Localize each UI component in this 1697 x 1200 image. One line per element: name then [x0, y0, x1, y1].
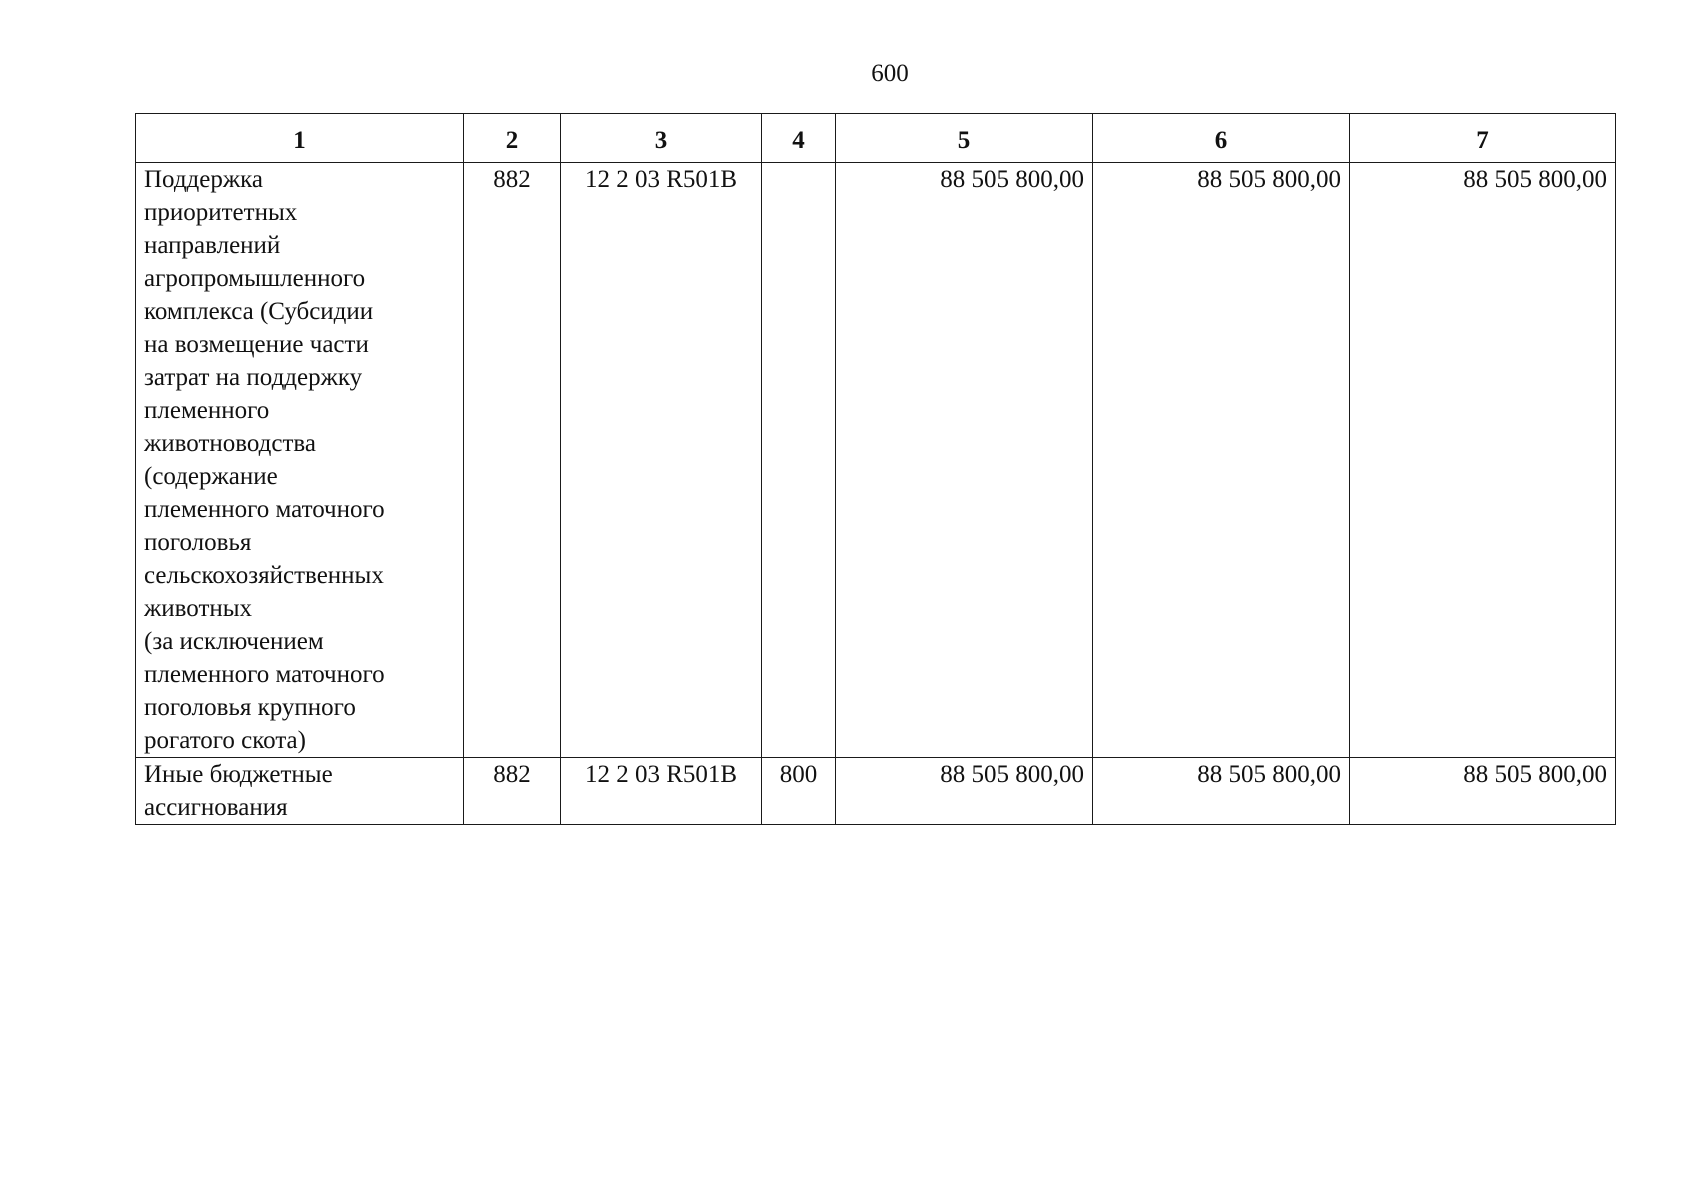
page-number: 600 — [871, 60, 909, 87]
row-col6: 88 505 800,00 — [1093, 163, 1350, 758]
row-name-cell — [136, 758, 464, 825]
row-col2: 882 — [464, 163, 561, 758]
row-name: Поддержка приоритетных направлений агропромышленного комплекса (Субсидии на возмещение части затрат на поддержку племенного животноводства (содержание племенного маточного поголовья сельскохозяйственных животных (за исключением племенного маточного поголовья крупного рогатого скота) — [144, 166, 385, 754]
row-col4 — [762, 163, 836, 758]
row-name: Иные бюджетные ассигнования — [144, 761, 333, 821]
column-header-1: 1 — [136, 114, 464, 163]
column-header-5: 5 — [836, 114, 1093, 163]
row-col7: 88 505 800,00 — [1350, 758, 1616, 825]
row-col5: 88 505 800,00 — [836, 758, 1093, 825]
budget-table-container — [135, 113, 1615, 825]
column-header-7: 7 — [1350, 114, 1616, 163]
row-col6: 88 505 800,00 — [1093, 758, 1350, 825]
column-header-4: 4 — [762, 114, 836, 163]
row-col5: 88 505 800,00 — [836, 163, 1093, 758]
column-header-3: 3 — [561, 114, 762, 163]
table-row — [136, 163, 1616, 758]
row-col2: 882 — [464, 758, 561, 825]
row-name-cell — [136, 163, 464, 758]
row-col4: 800 — [762, 758, 836, 825]
table-row — [136, 758, 1616, 825]
row-col3: 12 2 03 R501B — [561, 758, 762, 825]
column-header-6: 6 — [1093, 114, 1350, 163]
column-header-2: 2 — [464, 114, 561, 163]
row-col7: 88 505 800,00 — [1350, 163, 1616, 758]
row-col3: 12 2 03 R501B — [561, 163, 762, 758]
budget-table — [135, 113, 1616, 825]
header-row — [136, 114, 1616, 163]
